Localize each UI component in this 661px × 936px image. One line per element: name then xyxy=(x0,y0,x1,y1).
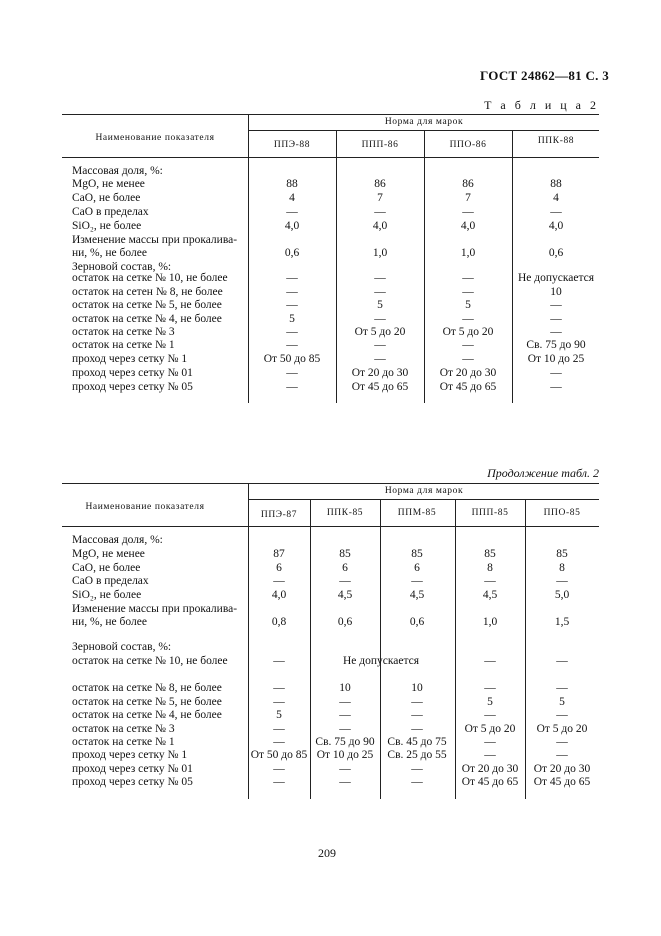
document-number: ГОСТ 24862—81 С. 3 xyxy=(480,68,610,83)
table-cell: — xyxy=(411,696,423,708)
table-cell: — xyxy=(273,763,285,775)
row-label: остаток на сетке № 10, не более xyxy=(72,272,228,284)
table-cell: 4,0 xyxy=(284,220,300,232)
table-cell: — xyxy=(374,286,386,298)
table-cell: — xyxy=(484,709,496,721)
row-label: остаток на сетке № 4, не более xyxy=(72,709,222,721)
table-cell: 0,6 xyxy=(337,616,353,628)
table-cell: От 45 до 65 xyxy=(351,381,409,393)
table-cell: 7 xyxy=(377,192,383,204)
table-cell: 1,0 xyxy=(460,247,476,259)
table-cell: — xyxy=(273,723,285,735)
table-cell: — xyxy=(411,575,423,587)
row-label: остаток на сетке № 8, не более xyxy=(72,682,222,694)
page-number: 209 xyxy=(318,846,336,860)
table-cell: — xyxy=(374,353,386,365)
table-cell: 6 xyxy=(342,562,348,574)
table-cell: Св. 75 до 90 xyxy=(315,736,375,748)
row-label: проход через сетку № 01 xyxy=(72,367,193,379)
table-cell: 5 xyxy=(377,299,383,311)
row-label: ни, %, не более xyxy=(72,616,147,628)
row-label: Изменение массы при прокалива- xyxy=(72,234,238,246)
row-label: MgO, не менее xyxy=(72,548,145,560)
table-cell: — xyxy=(411,776,423,788)
table-cell: — xyxy=(286,272,298,284)
table-cell: От 50 до 85 xyxy=(263,353,321,365)
table-cell: — xyxy=(462,286,474,298)
table1-header-rule xyxy=(62,157,599,158)
table-cell: — xyxy=(286,326,298,338)
table-cell: От 10 до 25 xyxy=(316,749,374,761)
table-cell: — xyxy=(286,286,298,298)
table-cell: 4 xyxy=(289,192,295,204)
table-cell: 10 xyxy=(411,682,423,694)
row-label: проход через сетку № 1 xyxy=(72,353,188,365)
table2-vline xyxy=(455,499,456,799)
table-cell: — xyxy=(374,206,386,218)
table-cell: — xyxy=(556,655,568,667)
table-cell: 5 xyxy=(465,299,471,311)
table-cell: 85 xyxy=(484,548,496,560)
table-cell: 0,6 xyxy=(548,247,564,259)
table1-mark: ППЭ-88 xyxy=(273,140,311,150)
table-cell: — xyxy=(462,313,474,325)
row-label: CaO в пределах xyxy=(72,206,149,218)
table1-vline xyxy=(512,130,513,403)
table1-caption: Т а б л и ц а 2 xyxy=(484,98,599,112)
table-cell: 1,5 xyxy=(554,616,570,628)
table1-group-header: Норма для марок xyxy=(384,117,464,127)
table-cell: От 20 до 30 xyxy=(533,763,591,775)
table-cell: — xyxy=(550,313,562,325)
table-cell: — xyxy=(484,736,496,748)
table-cell: — xyxy=(556,736,568,748)
row-label: остаток на сетке № 1 xyxy=(72,339,175,351)
table-cell: 5,0 xyxy=(554,589,570,601)
table2-vline xyxy=(525,499,526,799)
table-cell: 85 xyxy=(411,548,423,560)
table-cell: — xyxy=(556,749,568,761)
table-cell: 4,5 xyxy=(409,589,425,601)
table-cell: — xyxy=(550,299,562,311)
table2-group-header: Норма для марок xyxy=(384,486,464,496)
table-cell: От 20 до 30 xyxy=(351,367,409,379)
table-cell: От 5 до 20 xyxy=(354,326,406,338)
table-cell: — xyxy=(411,763,423,775)
table-cell: — xyxy=(484,682,496,694)
row-label: CaO, не более xyxy=(72,192,141,204)
table-cell: 0,6 xyxy=(284,247,300,259)
table-cell: От 45 до 65 xyxy=(439,381,497,393)
table2-mark: ППМ-85 xyxy=(397,508,437,518)
table-cell: 5 xyxy=(289,313,295,325)
table-cell: 1,0 xyxy=(482,616,498,628)
table-cell: 10 xyxy=(550,286,562,298)
table-cell: — xyxy=(339,696,351,708)
table-cell: От 5 до 20 xyxy=(464,723,516,735)
row-label: остаток на сетке № 5, не более xyxy=(72,696,222,708)
table2-top-rule xyxy=(62,483,599,484)
table-cell: — xyxy=(411,723,423,735)
table-cell: 5 xyxy=(276,709,282,721)
row-label: проход через сетку № 1 xyxy=(72,749,188,761)
table-cell: — xyxy=(339,776,351,788)
table-cell: — xyxy=(273,655,285,667)
spanned-cell: Не допускается xyxy=(342,655,420,667)
table1-mark: ППО-86 xyxy=(449,140,487,150)
table-cell: 0,8 xyxy=(271,616,287,628)
row-label: MgO, не менее xyxy=(72,178,145,190)
table-cell: 8 xyxy=(559,562,565,574)
table-cell: От 5 до 20 xyxy=(442,326,494,338)
table-cell: — xyxy=(374,313,386,325)
table-cell: — xyxy=(286,206,298,218)
row-label: CaO, не более xyxy=(72,562,141,574)
table-cell: — xyxy=(273,776,285,788)
table2-mark: ППК-85 xyxy=(326,508,364,518)
table2-mark: ППО-85 xyxy=(543,508,581,518)
table-cell: 85 xyxy=(556,548,568,560)
table-cell: 85 xyxy=(339,548,351,560)
row-label: остаток на сетке № 3 xyxy=(72,326,175,338)
table-cell: — xyxy=(286,339,298,351)
row-label: остаток на сетке № 1 xyxy=(72,736,175,748)
table-cell: — xyxy=(286,367,298,379)
table-cell: 5 xyxy=(559,696,565,708)
table-cell: — xyxy=(339,763,351,775)
table-cell: Не допускается xyxy=(517,272,595,284)
table1-col-header: Наименование показателя xyxy=(95,133,215,143)
table-cell: 6 xyxy=(276,562,282,574)
table-cell: — xyxy=(339,575,351,587)
table1-mark: ППК-88 xyxy=(537,136,575,146)
table-cell: — xyxy=(462,206,474,218)
row-label: CaO в пределах xyxy=(72,575,149,587)
table-cell: — xyxy=(339,709,351,721)
row-label: SiO₂, не более xyxy=(72,589,142,601)
row-label: остаток на сетке № 5, не более xyxy=(72,299,222,311)
table1-vline xyxy=(336,130,337,403)
table2-header-rule xyxy=(62,526,599,527)
table-cell: — xyxy=(286,381,298,393)
table2-col-header: Наименование показателя xyxy=(85,502,205,512)
table-cell: — xyxy=(273,575,285,587)
table-cell: — xyxy=(550,381,562,393)
table-cell: — xyxy=(550,326,562,338)
table-cell: От 20 до 30 xyxy=(439,367,497,379)
table2-mark: ППП-85 xyxy=(471,508,509,518)
row-label: Зерновой состав, %: xyxy=(72,261,172,273)
table-cell: — xyxy=(273,736,285,748)
table2-vline xyxy=(248,483,249,799)
row-label: остаток на сетке № 10, не более xyxy=(72,655,228,667)
table-cell: — xyxy=(462,339,474,351)
table2-caption: Продолжение табл. 2 xyxy=(487,466,599,480)
table-cell: 8 xyxy=(487,562,493,574)
table-cell: — xyxy=(273,696,285,708)
table-cell: От 20 до 30 xyxy=(461,763,519,775)
table1-mark: ППП-86 xyxy=(361,140,399,150)
table-cell: 10 xyxy=(339,682,351,694)
table-cell: — xyxy=(484,575,496,587)
table-cell: — xyxy=(411,709,423,721)
table-cell: 4,0 xyxy=(372,220,388,232)
table-cell: 4 xyxy=(553,192,559,204)
table-cell: 86 xyxy=(374,178,386,190)
row-label: проход через сетку № 05 xyxy=(72,381,193,393)
table-cell: 0,6 xyxy=(409,616,425,628)
table-cell: 88 xyxy=(550,178,562,190)
table-cell: — xyxy=(556,575,568,587)
table1-vline xyxy=(424,130,425,403)
table-cell: — xyxy=(462,272,474,284)
row-label: SiO₂, не более xyxy=(72,220,142,232)
table-cell: — xyxy=(286,299,298,311)
table2-vline xyxy=(380,499,381,799)
table-cell: — xyxy=(374,339,386,351)
table-cell: — xyxy=(374,272,386,284)
table2-vline xyxy=(310,499,311,799)
table-cell: — xyxy=(484,749,496,761)
table-cell: Св. 75 до 90 xyxy=(526,339,586,351)
table-cell: 4,5 xyxy=(482,589,498,601)
table-cell: 5 xyxy=(487,696,493,708)
row-label: Массовая доля, %: xyxy=(72,534,163,546)
table-cell: — xyxy=(556,709,568,721)
table-cell: — xyxy=(339,723,351,735)
table-cell: От 45 до 65 xyxy=(461,776,519,788)
table-cell: От 50 до 85 xyxy=(250,749,308,761)
table-cell: — xyxy=(550,367,562,379)
table-cell: — xyxy=(484,655,496,667)
table1-top-rule xyxy=(62,114,599,115)
table1-vline xyxy=(248,114,249,403)
row-label: проход через сетку № 05 xyxy=(72,776,193,788)
table-cell: От 45 до 65 xyxy=(533,776,591,788)
table2-group-rule xyxy=(248,499,599,500)
table-cell: От 5 до 20 xyxy=(536,723,588,735)
row-label: Зерновой состав, %: xyxy=(72,641,172,653)
row-label: остаток на сетен № 8, не более xyxy=(72,286,223,298)
table-cell: — xyxy=(550,206,562,218)
table-cell: 88 xyxy=(286,178,298,190)
row-label: Изменение массы при прокалива- xyxy=(72,603,238,615)
table-cell: — xyxy=(273,682,285,694)
table-cell: 4,0 xyxy=(271,589,287,601)
table-cell: 6 xyxy=(414,562,420,574)
table-cell: 1,0 xyxy=(372,247,388,259)
table-cell: 7 xyxy=(465,192,471,204)
row-label: остаток на сетке № 4, не более xyxy=(72,313,222,325)
table-cell: От 10 до 25 xyxy=(527,353,585,365)
table-cell: 86 xyxy=(462,178,474,190)
table-cell: Св. 25 до 55 xyxy=(387,749,447,761)
table-cell: 4,5 xyxy=(337,589,353,601)
row-label: ни, %, не более xyxy=(72,247,147,259)
table-cell: 4,0 xyxy=(548,220,564,232)
table-cell: 87 xyxy=(273,548,285,560)
row-label: Массовая доля, %: xyxy=(72,165,163,177)
table-cell: Св. 45 до 75 xyxy=(387,736,447,748)
table2-mark: ППЭ-87 xyxy=(260,510,298,520)
row-label: проход через сетку № 01 xyxy=(72,763,193,775)
row-label: остаток на сетке № 3 xyxy=(72,723,175,735)
table-cell: — xyxy=(462,353,474,365)
table-cell: 4,0 xyxy=(460,220,476,232)
table-cell: — xyxy=(556,682,568,694)
